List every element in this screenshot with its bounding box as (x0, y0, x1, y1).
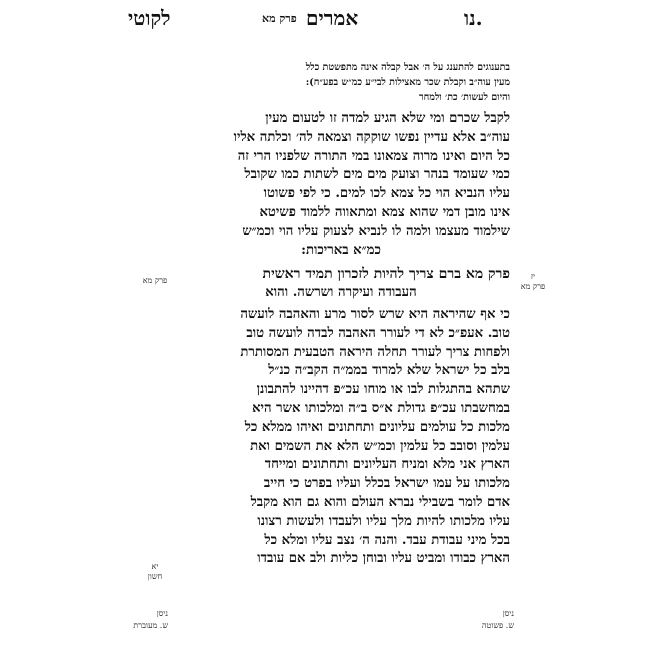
text-line: עלמין וסובב כל עלמין וכמ״ש הלא את השמים ואת (250, 438, 510, 454)
text-line: כמ״א באריכות: (301, 242, 381, 258)
footer-right (470, 608, 514, 632)
right-margin-ref (516, 272, 550, 292)
footer-month: ניסן (502, 609, 514, 618)
margin-date: חשון (147, 572, 163, 581)
margin-ref-number: יז (530, 272, 536, 281)
text-line: אינו מובן דמי שהוא צמא ומתאווה ללמוד פשיטא (259, 204, 510, 220)
text-line: לקבל שכרם ומי שלא הגיע למדה זו לטעום מעין (265, 111, 510, 126)
chapter-heading-block (172, 265, 510, 303)
footer-month: ניסן (156, 609, 168, 618)
text-line: שתהא בהתגלות לבו או מוחו עכ״פ דהיינו להתבונן (256, 382, 510, 398)
text-line: מלכותו על עמו ישראל בכלל ועליו בפרט כי חייב (263, 476, 510, 492)
text-line: ולפחות צריך לעורר תחלה היראה הטבעית המסותרת (240, 344, 510, 360)
gloss-line: והיום לעשות׳ כת׳ ולמחר (418, 92, 510, 103)
text-line: כי אף שהיראה היא שרש לסור מרע והאהבה לועשה (240, 307, 510, 322)
text-line: כל היום ואינו מרוה צמאונו במי התורה שלפניו הרי זה (237, 148, 510, 164)
text-line: בכל מיני עבודת עבד. והנה ה׳ נצב עליו ומלא כל (264, 532, 510, 548)
gloss-block (172, 60, 510, 105)
text-line: עליו הנביא הוי כל צמא לכו למים. כי לפי פשוטו (263, 186, 510, 202)
text-line: אדם לומר בשבילי נברא העולם והוא גם הוא מקבל (250, 494, 510, 510)
header-chapter: פרק מא (262, 12, 297, 25)
text-line: מלכות כל עולמים עליונים ותחתונים ואיהו ממלא כל (244, 419, 510, 435)
text-line: טוב. אעפ״כ לא די לעורר האהבה לבדה לועשה טוב (246, 325, 510, 341)
margin-ref-number: יא (151, 562, 159, 571)
header-title: אמרים (306, 6, 359, 30)
footer-year-type: ש. פשוטה (481, 621, 514, 630)
footer-year-type: ש. מעוברת (133, 621, 168, 630)
text-line: הארץ אני מלא ומניח העליונים ותחתונים ומייחד (264, 457, 510, 473)
margin-chapter-label: פרק מא (520, 282, 546, 291)
text-line: עליו מלכותו להיות מלך עליו ולעבדו ולעשות רצונו (257, 513, 510, 529)
gloss-line: בתענוגים להתענג על ה׳ אבל קבלה אינה מתפשטת כלל (305, 62, 510, 73)
text-line: כמי שעומד בנהר וצועק מים מים לשתות כמו שקובל (244, 167, 510, 183)
chapter-subline: העבודה ועיקרה ושרשה. והוא (265, 284, 417, 300)
lower-text-block (172, 306, 510, 569)
text-line: במחשבתו עכ״פ גדולת א״ס ב״ה ומלכותו אשר היא (252, 400, 510, 416)
gloss-line: מעין עוה״ב וקבלת שכר מאצילות לבי״ע כמ״ש בפע״ח): (305, 77, 510, 88)
text-line: הארץ כבודו ומביט עליו ובוחן כליות ולב אם עובדו (257, 551, 510, 567)
left-margin-ref (140, 562, 170, 582)
footer-left (128, 608, 168, 632)
upper-text-block (172, 110, 510, 260)
chapter-heading: פרק מא ברם צריך להיות לזכרון תמיד ראשית (262, 266, 510, 282)
text-line: בלב כל ישראל שלא למרוד בממ״ה הקב״ה כנ״ל (268, 363, 510, 379)
left-margin-chapter: פרק מא (142, 276, 168, 285)
page-number: נו. (464, 6, 483, 30)
text-line: עוה״ב אלא עדיין נפשו שוקקה וצמאה לה׳ וכלתה אליו (233, 129, 510, 145)
header-left-title: לקוטי (128, 6, 171, 30)
text-line: שילמוד מעצמו ולמה לו לנביא לצעוק עליו הוי וכמ״ש (242, 223, 510, 239)
